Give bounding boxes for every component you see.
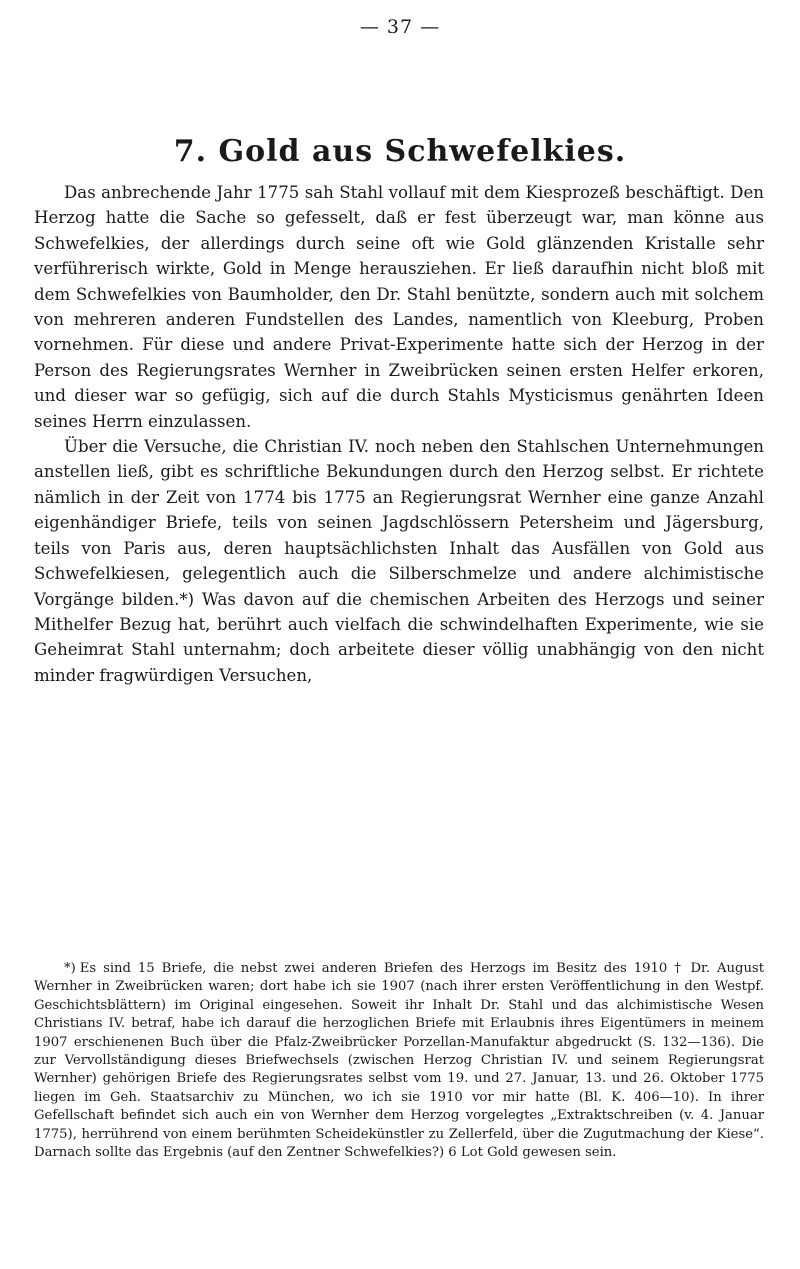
page-number: — 37 — [359,16,441,38]
footnote [34,960,764,1162]
chapter-title: 7. Gold aus Schwefelkies. [173,134,627,169]
body-text [34,180,764,688]
paragraph: Das anbrechende Jahr 1775 sah Stahl vollauf mit dem Kiesprozeß beschäftigt. Den Herzog hatte die Sache so gefesselt, daß er fest überzeugt war, man könne aus Schwefelkies, der allerdings durch seine oft wie Gold glänzenden Kristalle sehr verführerisch wirkte, Gold in Menge herausziehen. Er ließ daraufhin nicht bloß mit dem Schwefelkies von Baumholder, den Dr. Stahl benützte, sondern auch mit solchem von mehreren anderen Fundstellen des Landes, namentlich von Kleeburg, Proben vornehmen. Für diese und andere Privat-Experimente hatte sich der Herzog in der Person des Regierungsrates Wernher in Zweibrücken seinen ersten Helfer erkoren, und dieser war so gefügig, sich auf die durch Stahls Mysticismus genährten Ideen seines Herrn einzulassen. [34,183,764,431]
footnote-paragraph [34,960,764,1162]
footnote-marker: *) [64,961,76,976]
paragraph: Über die Versuche, die Christian IV. noch neben den Stahlschen Unternehmungen anstellen ließ, gibt es schriftliche Bekundungen durch den Herzog selbst. Er richtete nämlich in der Zeit von 1774 bis 1775 an Regierungsrat Wernher eine ganze Anzahl eigenhändiger Briefe, teils von seinen Jagdschlössern Petersheim und Jägersburg, teils von Paris aus, deren hauptsächlichsten Inhalt das Ausfällen von Gold aus Schwefelkiesen, gelegentlich auch die Silberschmelze und andere alchimistische Vorgänge bilden.*) Was davon auf die chemischen Arbeiten des Herzogs und seiner Mithelfer Bezug hat, berührt auch vielfach die schwindelhaften Experimente, wie sie Geheimrat Stahl unternahm; doch arbeitete dieser völlig unabhängig von den nicht minder fragwürdigen Versuchen, [34,437,764,685]
footnote-text: Es sind 15 Briefe, die nebst zwei anderen Briefen des Herzogs im Besitz des 1910 † Dr. August Wernher in Zweibrücken waren; dort habe ich sie 1907 (nach ihrer ersten Veröffentlichung in den Westpf. Geschichtsblättern) im Original eingesehen. Soweit ihr Inhalt Dr. Stahl und das alchimistische Wesen Christians IV. betraf, habe ich darauf die herzoglichen Briefe mit Erlaubnis ihres Eigentümers in meinem 1907 erschienenen Buch über die Pfalz-Zweibrücker Porzellan-Manufaktur abgedruckt (S. 132—136). Die zur Vervollständigung dieses Briefwechsels (zwischen Herzog Christian IV. und seinem Regierungsrat Wernher) gehörigen Briefe des Regierungsrates selbst vom 19. und 27. Januar, 13. und 26. Oktober 1775 liegen im Geh. Staatsarchiv zu München, wo ich sie 1910 vor mir hatte (Bl. K. 406—10). In ihrer Gefellschaft befindet sich auch ein von Wernher dem Herzog vorgelegtes „Extraktschreiben (v. 4. Januar 1775), herrührend von einem berühmten Scheidekünstler zu Zellerfeld, über die Zugutmachung der Kiese“. Darnach sollte das Ergebnis (auf den Zentner Schwefelkies?) 6 Lot Gold gewesen sein. [34,961,764,1161]
